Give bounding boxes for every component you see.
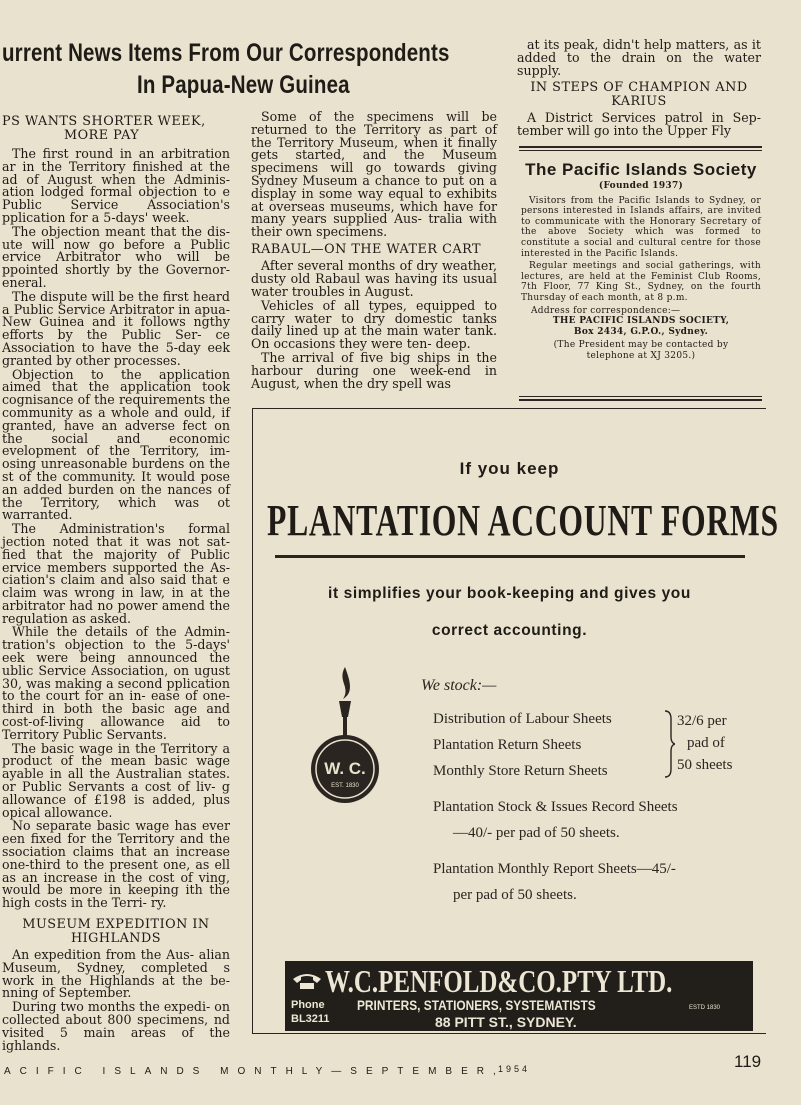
col1-paragraph-1: The first round in an arbitration ar in the Territory finished at the ad of August when the Adminis- ation lodged formal objection to e Public Service Association's pplication for a 5-days' week. [2,146,230,225]
society-paragraph-1: Visitors from the Pacific Islands to Sydney, or persons interested in Islands affairs, are invited to communicate with the Honorary Secretary of the above Society which was formed to constitute a social and cultural centre for those interested in the Pacific Islands. [521,195,761,259]
company-name: W.C.PENFOLD&CO.PTY LTD. [325,963,673,999]
col1-body-2 [2,949,230,1052]
penfold-banner [285,961,753,1031]
col3-patrol-paragraph-1: A District Services patrol in Sep- tember will go into the Upper Fly [517,110,761,139]
col3-paragraph-1: at its peak, didn't help matters, as it added to the drain on the water supply. [517,37,761,78]
ad-report-2: per pad of 50 sheets. [453,887,577,903]
heading-museum-expedition: MUSEUM EXPEDITION IN HIGHLANDS [22,917,210,946]
col1-paragraph-6: While the details of the Admin- tration's objection to the 5-days' eek were being announced the ublic Service Association, on ugust 30, was making a second pplication to the court for an in- ease of one-third in both the basic age and cost-of-living allowance aid to Territory Public Servants. [2,624,230,742]
banner-address: 88 PITT ST., SYDNEY. [435,1014,577,1030]
ad-price-3: 50 sheets [677,757,733,773]
col1-paragraph-4: Objection to the application aimed that the application took cognisance of the requirements the community as a whole and ould, if granted, have an adverse fect on the social and economic evelopment of the Territory, im- osing unreasonable burdens on the st of the community. It would pose an added burden on the nances of the Territory, which was ot warranted. [2,366,230,523]
society-address-label: Address for correspondence:— [531,305,681,316]
society-note-2: telephone at XJ 3205.) [586,350,696,361]
col1-paragraph-5: The Administration's formal jection noted that it was not sat- fied that the majority of Public ervice members supported the As- ciation's claim and also said that e claim was wrong in law, in at the arbitrator had no power amend the regulation as asked. [2,521,230,626]
col1-paragraph-3: The dispute will be the first heard a Public Service Arbitrator in apua-New Guinea and it follows ngthy efforts by the Public Ser- ce Association to have the 5-day eek granted by other processes. [2,288,230,368]
society-address-2: Box 2434, G.P.O., Sydney. [573,326,709,337]
col2-body [251,111,497,239]
headline-line1: urrent News Items From Our Correspondents [2,39,450,67]
col3-body [517,39,761,77]
ad-line-2: correct accounting. [431,622,588,639]
col2-rabaul-paragraph-3: The arrival of five big ships in the harbour during one week-end in August, when the dry spell was [251,350,497,391]
ad-if-you-keep: If you keep [459,459,560,478]
column-2 [251,111,497,391]
society-founded: (Founded 1937) [598,181,684,191]
ad-we-stock: We stock:— [421,677,497,694]
col2-paragraph-1: Some of the specimens will be returned to the Territory as part of the Territory Museum, when it finally gets started, and the Museum specimens will go towards giving Sydney Museum a chance to put on a display in some way equal to exhibits at overseas museums, which have for many years supplied Aus- tralia with their own specimens. [251,109,497,240]
col1-paragraph-7: The basic wage in the Territory a product of the mean basic wage ayable in all the Australian states. or Public Servants a cost of liv- g allowance of £198 is added, plus opical allowance. [2,740,230,820]
ad-big-title: PLANTATION ACCOUNT FORMS [267,496,779,545]
society-note-1: (The President may be contacted by [553,340,729,351]
headline-line2: In Papua-New Guinea [137,71,350,99]
column-3 [517,39,761,139]
society-address-1: THE PACIFIC ISLANDS SOCIETY, [552,316,730,327]
col2-body-2 [251,260,497,390]
phone-label: Phone [291,999,325,1011]
ad-stock-1: Plantation Stock & Issues Record Sheets [433,799,678,815]
ad-price-2: pad of [687,735,725,751]
col2-rabaul-paragraph-2: Vehicles of all types, equipped to carry water to dry domestic tanks daily lined up at the main water tank. On occasions they were ten- deep. [251,297,497,352]
ad-item-2: Plantation Return Sheets [433,737,582,753]
plantation-forms-advertisement [252,408,779,1034]
col2-rabaul-paragraph-1: After several months of dry weather, dusty old Rabaul was having its usual water troubles in August. [251,258,497,300]
footer-year: 1954 [498,1064,531,1074]
ad-stock-2: —40/- per pad of 50 sheets. [453,825,620,841]
col1-body [2,148,230,910]
pacific-islands-society-box [521,159,761,362]
ad-line-1: it simplifies your book-keeping and gives you [328,585,691,602]
heading-shorter-week: PS WANTS SHORTER WEEK, MORE PAY [2,114,206,143]
ad-item-1: Distribution of Labour Sheets [433,711,612,727]
col1-museum-paragraph-1: An expedition from the Aus- alian Museum, Sydney, completed s work in the Highlands at the be- nning of September. [2,947,230,1001]
heading-rabaul: RABAUL—ON THE WATER CART [251,241,482,257]
footer-masthead: ACIFIC ISLANDS MONTHLY—SEPTEMBER, [4,1066,505,1077]
logo-letters: W. C. [324,759,366,778]
banner-estd: ESTD 1830 [689,1005,721,1011]
heading-champion-karius: IN STEPS OF CHAMPION AND KARIUS [530,80,748,109]
society-top-rule [519,146,762,148]
society-bottom-rule [519,396,762,397]
page-number: 119 [734,1052,762,1071]
society-top-rule-2 [519,150,762,151]
column-1 [2,111,230,1053]
logo-est: EST. 1830 [331,783,359,789]
col3-body-2 [517,112,761,138]
ad-item-3: Monthly Store Return Sheets [433,763,608,779]
col1-museum-paragraph-2: During two months the expedi- on collected about 800 specimens, nd visited 5 main areas of the ighlands. [2,999,230,1053]
trade-line: PRINTERS, STATIONERS, SYSTEMATISTS [357,997,596,1013]
col1-paragraph-8: No separate basic wage has ever een fixed for the Territory and the ssociation claims that an increase one-third to the present one, as ell as an increase in the cost of ving, would be more in keeping ith the high costs in the Terri- ry. [2,818,230,911]
ad-title-underline [275,555,745,558]
ad-price-1: 32/6 per [677,713,727,729]
ad-bracket [661,709,675,779]
telephone-icon [291,971,323,991]
col1-paragraph-2: The objection meant that the dis- ute will now go before a Public ervice Arbitrator who will be ppointed shortly by the Governor- eneral. [2,223,230,290]
ad-report-1: Plantation Monthly Report Sheets—45/- [433,861,676,877]
society-title: The Pacific Islands Society [525,160,757,179]
society-paragraph-2: Regular meetings and social gatherings, with lectures, are held at the Feminist Club Rooms, 7th Floor, 77 King St., Sydney, on the fourth Thursday of each month, at 8 p.m. [521,261,761,303]
phone-number: BL3211 [291,1013,330,1025]
society-bottom-rule-2 [519,399,762,401]
